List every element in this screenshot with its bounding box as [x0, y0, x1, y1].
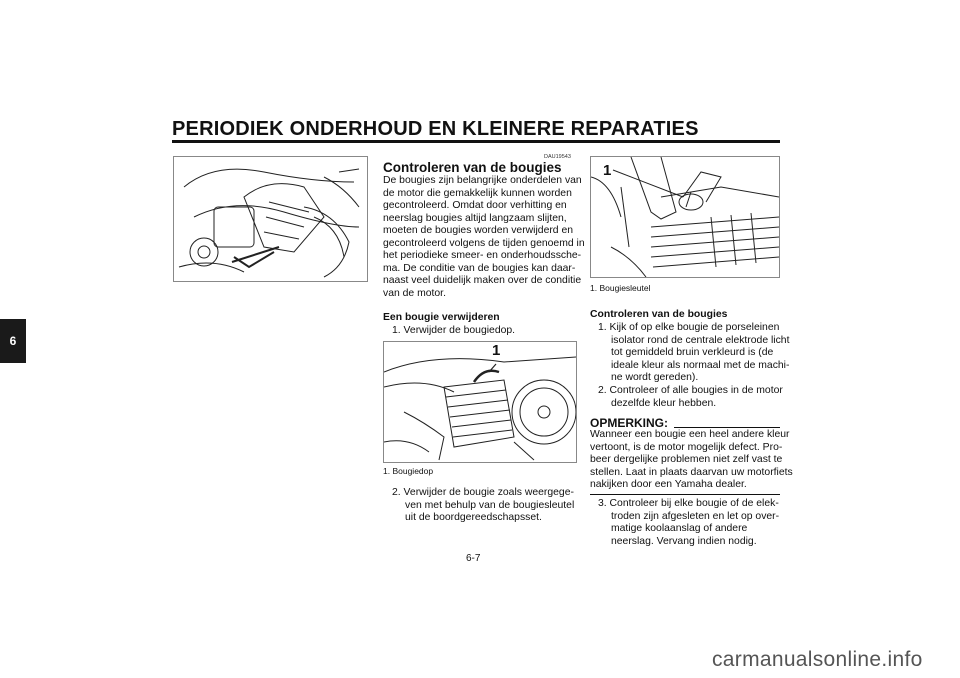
intro-line: De bougies zijn belangrijke onderdelen van [383, 175, 582, 186]
figure-caption: 1. Bougiesleutel [590, 283, 651, 293]
intro-line: van de motor. [383, 287, 446, 299]
illustration-plug-cap [383, 341, 577, 463]
step-line: dezelfde kleur hebben. [611, 397, 717, 409]
step-line: ne wordt gereden). [611, 372, 699, 383]
remove-step-1: 1. Verwijder de bougiedop. [392, 325, 516, 336]
callout-number: 1 [603, 162, 612, 179]
step-line: isolator rond de centrale elektrode licht [611, 334, 790, 346]
intro-line: het periodieke smeer- en onderhoudssche- [383, 250, 582, 261]
step-line: uit de boordgereedschapsset. [405, 512, 542, 523]
note-rule-top [674, 427, 780, 428]
step-line: 2. Controleer of alle bougies in de motor [598, 385, 783, 396]
intro-line: ma. De conditie van de bougies kan daar- [383, 262, 576, 274]
step-line: neerslag. Vervang indien nodig. [611, 535, 757, 547]
plug-cap-drawing [384, 342, 576, 462]
note-line: vertoont, is de motor mogelijk defect. Pro- [590, 441, 783, 453]
page-title: PERIODIEK ONDERHOUD EN KLEINERE REPARATIES [172, 118, 699, 140]
watermark: carmanualsonline.info [712, 648, 923, 671]
step-line: matige koolaanslag of andere [611, 523, 748, 534]
step-line: 3. Controleer bij elke bougie of de elek- [598, 498, 779, 509]
intro-paragraph [383, 175, 585, 300]
step-line: 2. Verwijder de bougie zoals weergege- [392, 487, 574, 498]
step-line: troden zijn afgesleten en let op over- [611, 510, 780, 522]
intro-line: gecontroleerd. Omdat door verhitting en [383, 200, 567, 211]
intro-line: naast veel duidelijk maken over de conditie [383, 275, 582, 286]
check-heading: Controleren van de bougies [590, 309, 728, 320]
step-line: ideale kleur als normaal met de machi- [611, 359, 790, 371]
intro-line: gecontroleerd volgens de tijden genoemd in [383, 237, 585, 249]
illustration-plug-wrench [590, 156, 780, 278]
check-step-3 [598, 498, 779, 548]
section-code: DAU19543 [544, 154, 571, 160]
chapter-tab: 6 [0, 319, 26, 363]
note-heading: OPMERKING: [590, 416, 668, 430]
intro-line: de motor die gemakkelijk kunnen worden [383, 187, 572, 199]
step-line: tot gemiddeld bruin verkleurd is (de [611, 347, 774, 358]
engine-side-drawing [174, 157, 367, 281]
figure-caption: 1. Bougiedop [383, 466, 434, 476]
note-line: stellen. Laat in plaats daarvan uw motorfiets [590, 466, 793, 478]
remove-heading: Een bougie verwijderen [383, 312, 500, 323]
note-line: beer dergelijke problemen niet zelf vast te [590, 454, 783, 465]
page-number: 6-7 [466, 553, 481, 564]
step-line: 1. Kijk of op elke bougie de porseleinen [598, 322, 780, 333]
note-rule-bottom [590, 494, 780, 495]
intro-line: neerslag bougies altijd langzaam slijten, [383, 212, 567, 224]
callout-number: 1 [492, 342, 501, 359]
step-line: ven met behulp van de bougiesleutel [405, 499, 575, 511]
note-line: nakijken door een Yamaha dealer. [590, 479, 747, 490]
check-step-2 [598, 385, 783, 410]
note-line: Wanneer een bougie een heel andere kleur [590, 429, 790, 440]
illustration-engine-side [173, 156, 368, 282]
plug-wrench-drawing [591, 157, 779, 277]
title-rule [172, 140, 780, 143]
section-heading: Controleren van de bougies [383, 160, 562, 175]
note-paragraph [590, 429, 793, 492]
remove-step-2 [392, 487, 574, 525]
check-step-1 [598, 322, 789, 385]
intro-line: moeten de bougies worden verwijderd en [383, 225, 574, 236]
